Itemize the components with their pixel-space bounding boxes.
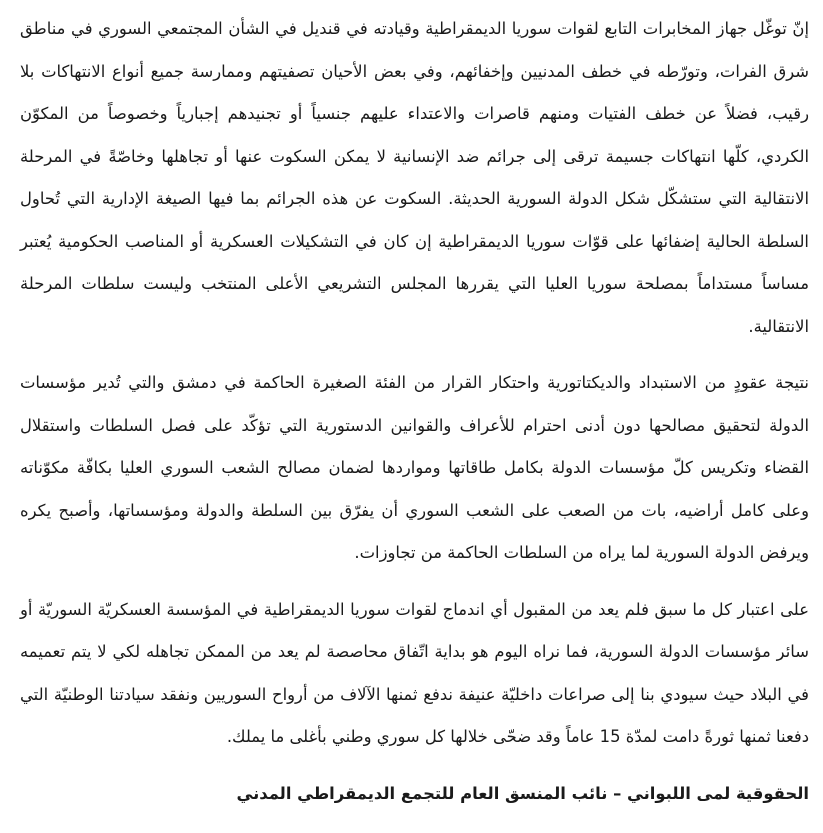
article-paragraph-2: نتيجة عقودٍ من الاستبداد والديكتاتورية واحتكار القرار من الفئة الصغيرة الحاكمة في دمشق والتي تُدير مؤسسات الدولة لتحقيق مصالحها دون أدنى احترام للأعراف والقوانين الدستورية التي تؤكّد على فصل السلطات واستقلال القضاء وتكريس كلّ مؤسسات الدولة بكامل طاقاتها ومواردها لضمان مصالح الشعب السوري العليا بكافّة مكوّناته وعلى كامل أراضيه، بات من الصعب على الشعب السوري أن يفرّق بين السلطة والدولة ومؤسساتها، وأصبح يكره ويرفض الدولة السورية لما يراه من السلطات الحاكمة من تجاوزات. xyxy=(20,373,809,562)
article-paragraph-3: على اعتبار كل ما سبق فلم يعد من المقبول أي اندماج لقوات سوريا الديمقراطية في المؤسسة العسكريّة السوريّة أو سائر مؤسسات الدولة السورية، فما نراه اليوم هو بداية اتّفاق محاصصة لم يعد من الممكن تجاهله لكي لا يتم تعميمه في البلاد حيث سيودي بنا إلى صراعات داخليّة عنيفة ندفع ثمنها الآلاف من أرواح السوريين ونفقد سيادتنا الوطنيّة التي دفعنا ثمنها ثورةً دامت لمدّة 15 عاماً وقد ضحّى خلالها كل سوري وطني بأغلى ما يملك. xyxy=(20,599,809,746)
article-paragraph-1: إنّ توغّل جهاز المخابرات التابع لقوات سوريا الديمقراطية وقيادته في قنديل في الشأن المجتمعي السوري في مناطق شرق الفرات، وتورّطه في خطف المدنيين وإخفائهم، وفي بعض الأحيان تصفيتهم وممارسة جميع أنواع الانتهاكات بلا رقيب، فضلاً عن خطف الفتيات ومنهم قاصرات والاعتداء عليهم جنسياً أو تجنيدهم إجبارياً وخصوصاً من المكوّن الكردي، كلّها انتهاكات جسيمة ترقى إلى جرائم ضد الإنسانية لا يمكن السكوت عنها أو تجاهلها وخاصّةً في المرحلة الانتقالية التي ستشكّل شكل الدولة السورية الحديثة. السكوت عن هذه الجرائم بما فيها الصيغة الإدارية التي تُحاول السلطة الحالية إضفائها على قوّات سوريا الديمقراطية إن كان في التشكيلات العسكرية أو المناصب الحكومية يُعتبر مساساً مستداماً بمصلحة سوريا العليا التي يقررها المجلس التشريعي الأعلى المنتخب وليست سلطات المرحلة الانتقالية. xyxy=(20,19,809,336)
author-signature: الحقوقية لمى اللبواني – نائب المنسق العام للتجمع الديمقراطي المدني xyxy=(236,783,809,803)
